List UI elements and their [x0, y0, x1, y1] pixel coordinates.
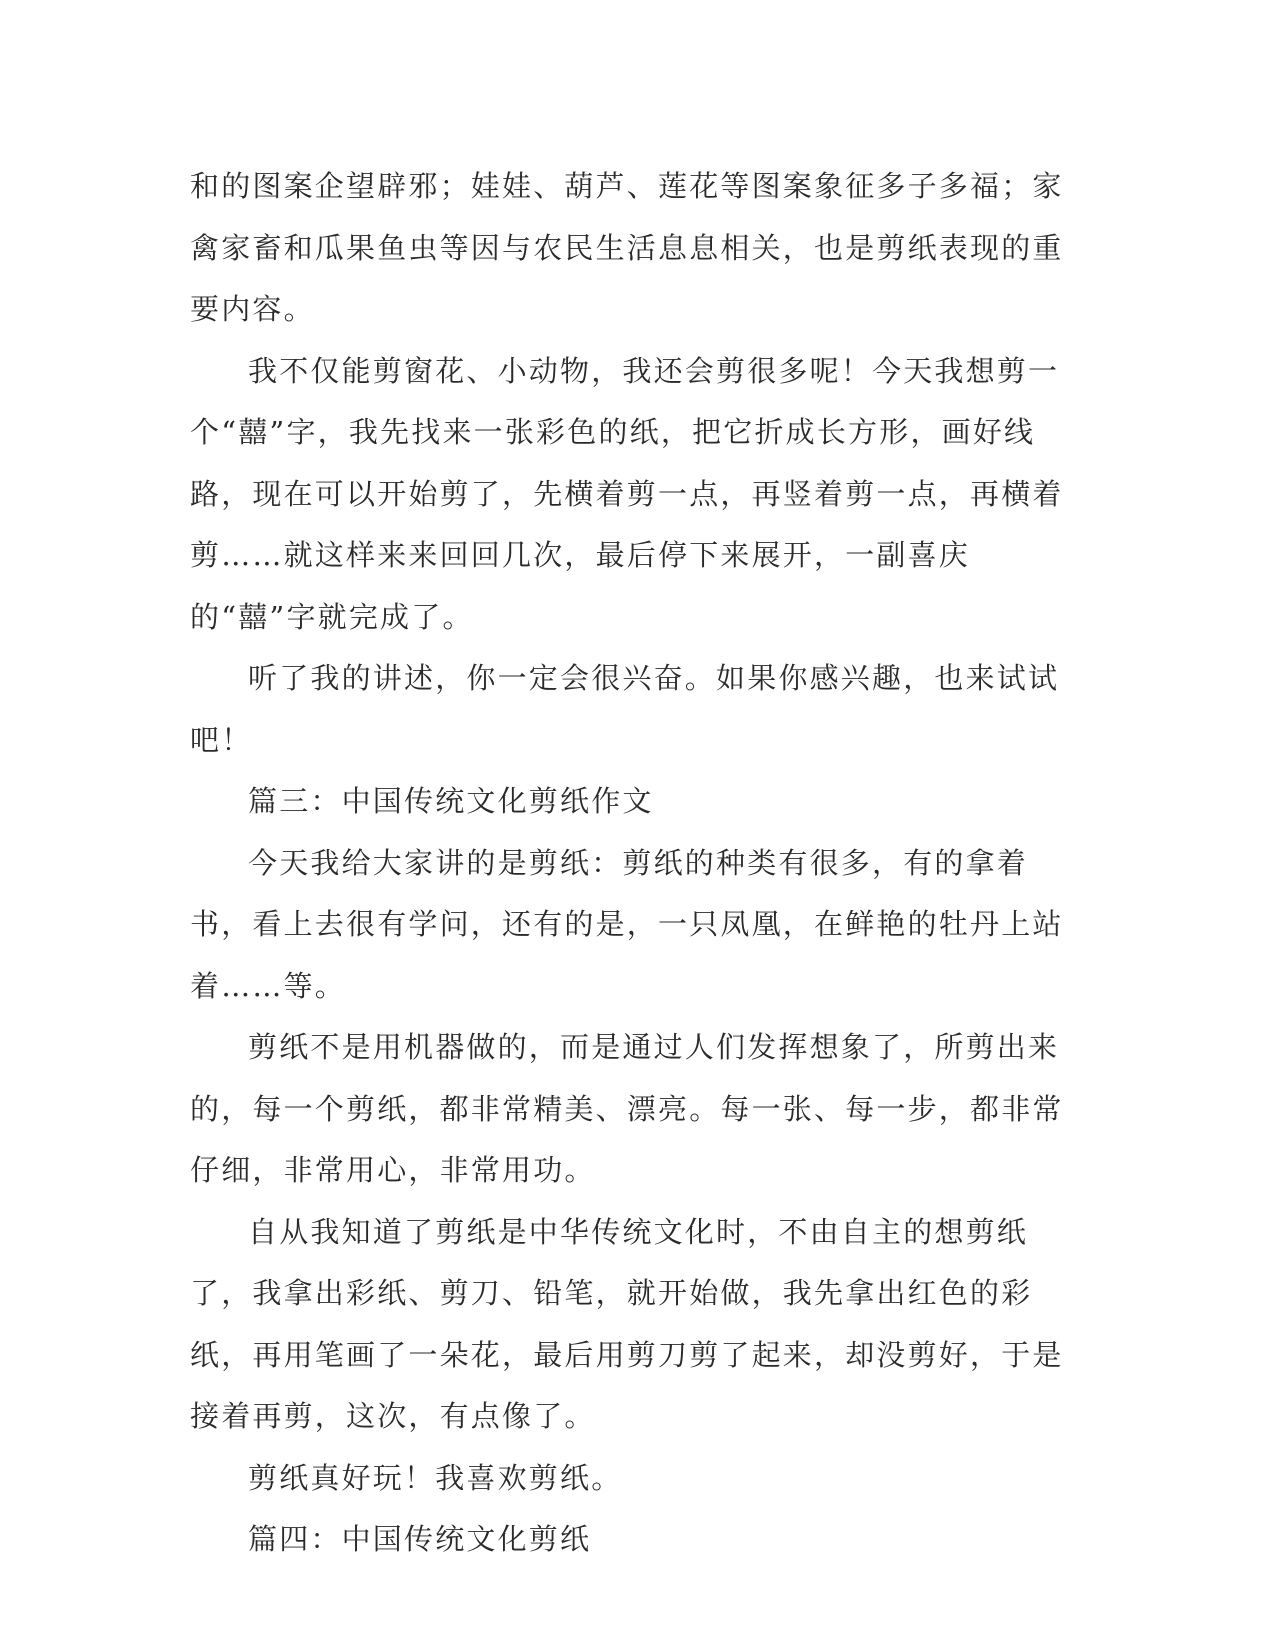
paragraph-trying-papercut: 自从我知道了剪纸是中华传统文化时，不由自主的想剪纸了，我拿出彩纸、剪刀、铅笔，就开始做，我先拿出红色的彩纸，再用笔画了一朵花，最后用剪刀剪了起来，却没剪好，于是接着再剪，这次，有点像了。: [190, 1214, 1064, 1433]
paragraph-handmade: 剪纸不是用机器做的，而是通过人们发挥想象了，所剪出来的，每一个剪纸，都非常精美、漂亮。每一张、每一步，都非常仔细，非常用心，非常用功。: [190, 1030, 1064, 1187]
section-heading-part-three: 篇三：中国传统文化剪纸作文: [248, 784, 654, 818]
paragraph-xi-character: 我不仅能剪窗花、小动物，我还会剪很多呢！今天我想剪一个“囍”字，我先找来一张彩色的纸，把它折成长方形，画好线路，现在可以开始剪了，先横着剪一点，再竖着剪一点，再横着剪……就这样来来回回几次，最后停下来展开，一副喜庆的“囍”字就完成了。: [190, 353, 1064, 634]
paragraph-invitation: 听了我的讲述，你一定会很兴奋。如果你感兴趣，也来试试吧！: [190, 661, 1060, 757]
document-body: [190, 156, 1070, 1571]
paragraph-conclusion: 剪纸真好玩！我喜欢剪纸。: [248, 1460, 623, 1495]
paragraph-continuation: 和的图案企望辟邪；娃娃、葫芦、莲花等图案象征多子多福；家禽家畜和瓜果鱼虫等因与农民生活息息相关，也是剪纸表现的重要内容。: [190, 169, 1064, 326]
paragraph-types-of-papercut: 今天我给大家讲的是剪纸：剪纸的种类有很多，有的拿着书，看上去很有学问，还有的是，一只凤凰，在鲜艳的牡丹上站着……等。: [190, 845, 1064, 1003]
section-heading-part-four: 篇四：中国传统文化剪纸: [248, 1522, 592, 1556]
